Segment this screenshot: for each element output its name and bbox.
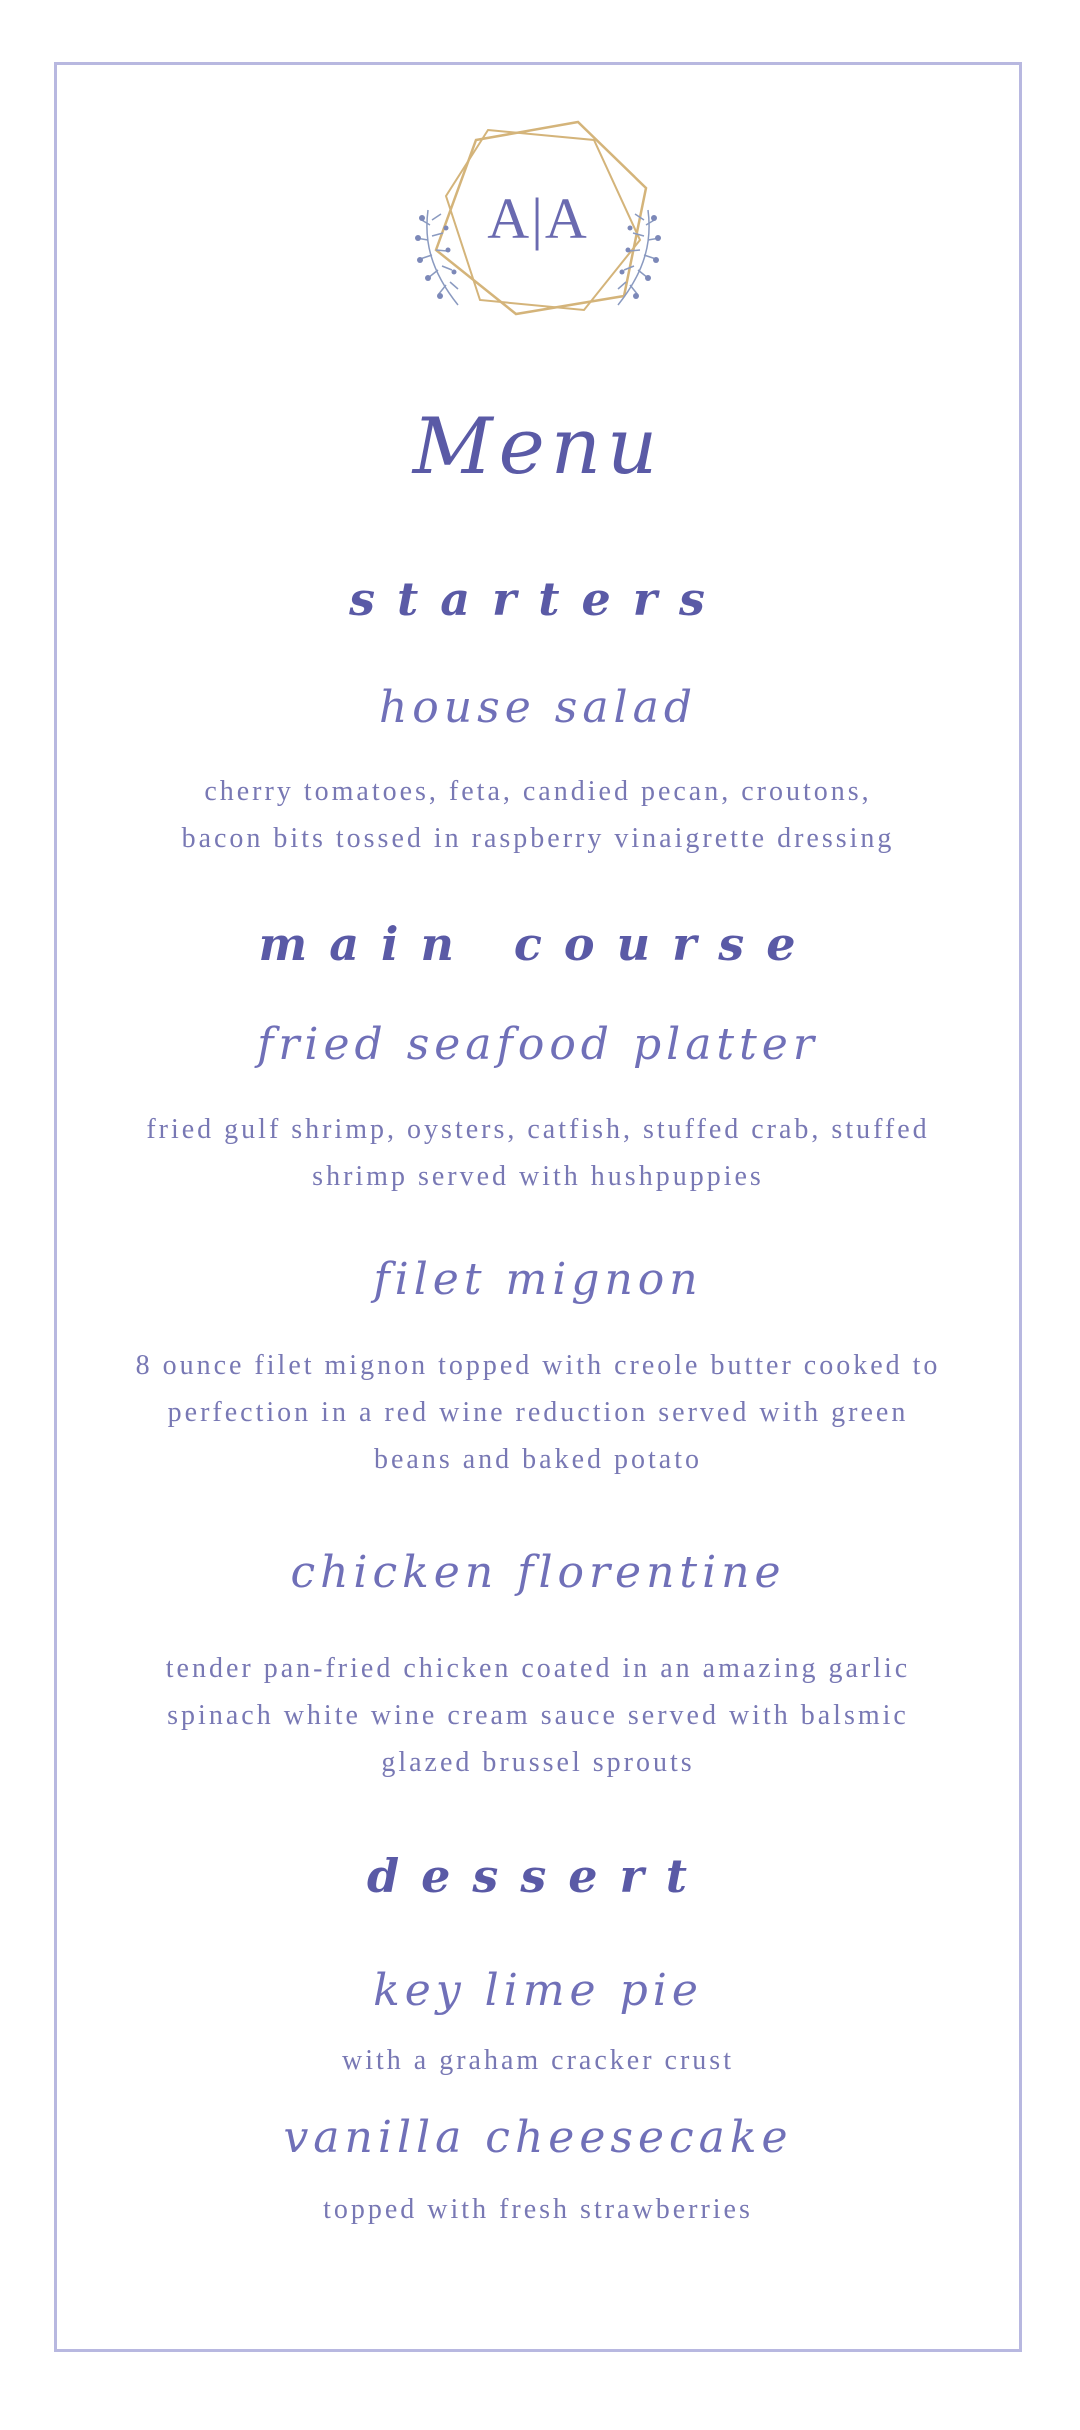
description-line: cherry tomatoes, feta, candied pecan, croutons, bbox=[204, 776, 872, 807]
dish-name-house-salad: house salad bbox=[378, 682, 698, 733]
monogram-left-initial: A bbox=[487, 186, 532, 251]
description-line: glazed brussel sprouts bbox=[381, 1747, 695, 1778]
monogram-right-initial: A bbox=[544, 186, 589, 251]
section-heading-dessert: dessert bbox=[367, 1849, 709, 1903]
dish-description-vanilla-cheesecake bbox=[70, 2186, 1006, 2233]
dish-description-filet-mignon bbox=[70, 1342, 1006, 1483]
monogram-initials bbox=[388, 185, 688, 252]
description-line: fried gulf shrimp, oysters, catfish, stuffed crab, stuffed bbox=[146, 1114, 930, 1145]
description-line: spinach white wine cream sauce served with balsmic bbox=[167, 1700, 909, 1731]
dish-name-fried-seafood-platter: fried seafood platter bbox=[257, 1019, 819, 1070]
description-line: bacon bits tossed in raspberry vinaigrette dressing bbox=[181, 823, 895, 854]
section-heading-main-course: main course bbox=[258, 917, 818, 971]
dish-name-vanilla-cheesecake: vanilla cheesecake bbox=[283, 2112, 793, 2163]
section-heading-starters: starters bbox=[349, 572, 727, 626]
dish-name-key-lime-pie: key lime pie bbox=[373, 1965, 703, 2016]
dish-description-key-lime-pie bbox=[70, 2037, 1006, 2084]
description-line: with a graham cracker crust bbox=[342, 2045, 734, 2076]
description-line: tender pan-fried chicken coated in an amazing garlic bbox=[165, 1653, 911, 1684]
description-line: perfection in a red wine reduction served with green bbox=[167, 1397, 909, 1428]
dish-name-chicken-florentine: chicken florentine bbox=[290, 1547, 786, 1598]
dish-description-fried-seafood-platter bbox=[70, 1106, 1006, 1200]
description-line: beans and baked potato bbox=[373, 1444, 703, 1475]
description-line: 8 ounce filet mignon topped with creole butter cooked to bbox=[135, 1350, 941, 1381]
description-line: topped with fresh strawberries bbox=[323, 2194, 753, 2225]
dish-description-house-salad bbox=[70, 768, 1006, 862]
description-line: shrimp served with hushpuppies bbox=[312, 1161, 764, 1192]
menu-card bbox=[54, 62, 1022, 2352]
menu-title: Menu bbox=[412, 402, 664, 492]
dish-name-filet-mignon: filet mignon bbox=[373, 1254, 703, 1305]
monogram-divider: | bbox=[531, 186, 545, 251]
monogram-emblem bbox=[388, 100, 688, 350]
dish-description-chicken-florentine bbox=[70, 1645, 1006, 1786]
